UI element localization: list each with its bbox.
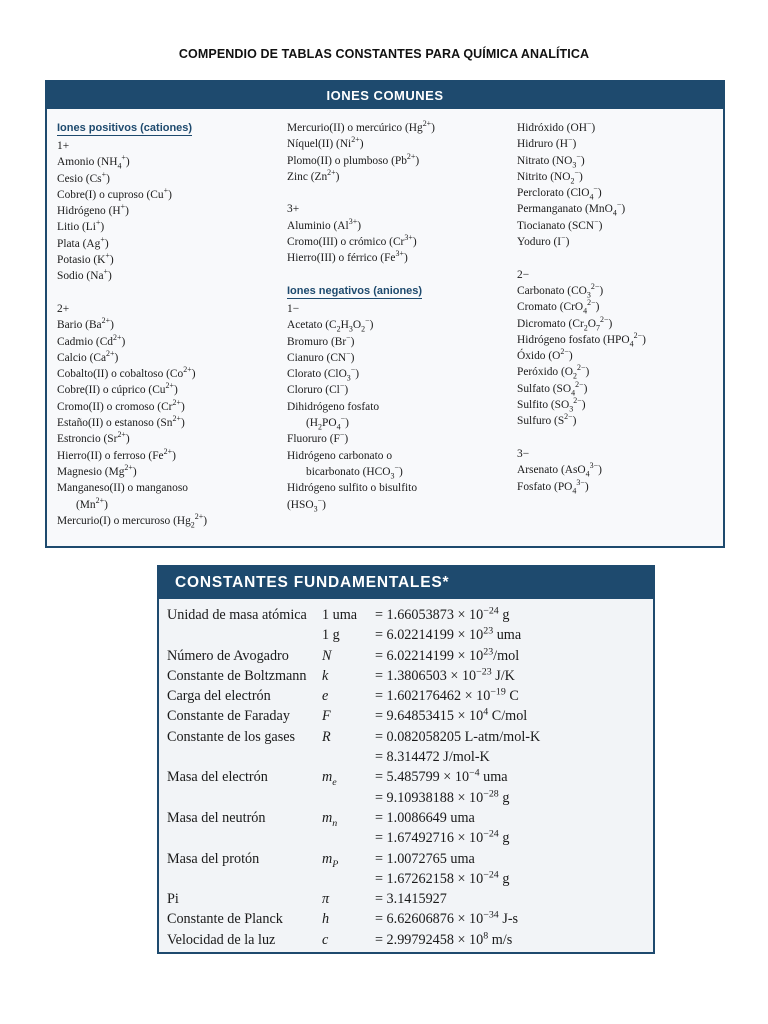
ion-entry: Fosfato $(PO_4^{3-})$ (517, 477, 589, 495)
ion-entry: Cadmio $(Cd^{2+})$ (57, 332, 126, 348)
constant-name: Velocidad de la luz (167, 931, 276, 948)
constant-name: Número de Avogadro (167, 647, 289, 664)
constant-value: = 8.314472 J/mol-K (375, 749, 490, 766)
constant-value: = $6.02214199 \times 10^{23}$ uma (375, 625, 522, 644)
ion-entry: Manganeso(II) o manganoso (57, 482, 188, 495)
ion-entry: Aluminio $(Al^{3+})$ (287, 216, 361, 232)
ion-entry: Sulfuro $(S^{2-})$ (517, 412, 577, 428)
constant-value: = $1.602176462 \times 10^{-19}$ C (375, 686, 519, 705)
constant-symbol: F (322, 708, 331, 725)
constant-name: Unidad de masa atómica (167, 607, 307, 623)
ion-entry: Yoduro (I−) (517, 233, 570, 249)
ion-entry: Fluoruro (F−) (287, 430, 349, 446)
spacer (517, 250, 722, 266)
ion-entry: Nitrato $(NO_3^-)$ (517, 151, 585, 169)
ion-entry: Sulfito $(SO_3^{2-})$ (517, 396, 586, 414)
ion-entry: Litio (Li+) (57, 218, 105, 234)
ion-entry: Plomo(II) o plumboso $(Pb^{2+})$ (287, 151, 420, 167)
constant-row (159, 787, 653, 810)
constant-value: = $6.62606876 \times 10^{-34}$ J-s (375, 909, 519, 928)
ion-entry: Bromuro (Br−) (287, 332, 355, 348)
ion-entry: Hidruro (H−) (517, 135, 577, 151)
ion-entry: Tiocianato (SCN−) (517, 216, 603, 232)
ion-entry: Cobre(II) o cúprico $(Cu^{2+})$ (57, 381, 178, 397)
constant-symbol: e (322, 688, 329, 705)
constant-symbol: $m_e$ (322, 769, 337, 789)
ion-entry: Plata (Ag+) (57, 234, 109, 250)
ion-entry: Dihidrógeno fosfato (287, 400, 380, 413)
constant-value: = $9.64853415 \times 10^4$ C/mol (375, 706, 528, 725)
constant-name: Constante de Boltzmann (167, 667, 307, 684)
page-title: COMPENDIO DE TABLAS CONSTANTES PARA QUÍMICA ANALÍTICA (178, 47, 590, 61)
ion-entry: Cromo(III) o crómico $(Cr^{3+})$ (287, 233, 417, 249)
constant-value: = $1.67492716 \times 10^{-24}$ g (375, 828, 510, 847)
ion-entry: Cobre(I) o cuproso (Cu+) (57, 186, 172, 201)
constant-symbol: k (322, 667, 329, 684)
ion-entry: Cianuro (CN−) (287, 349, 355, 364)
fundamental-constants-table (157, 565, 655, 954)
spacer (57, 285, 282, 301)
constant-value: = $9.10938188 \times 10^{-28}$ g (375, 787, 510, 806)
constant-row (159, 911, 653, 931)
constant-row (159, 769, 653, 789)
ion-entry: Cesio (Cs+) (57, 169, 110, 185)
constant-row (159, 871, 653, 891)
ion-entry: Estroncio $(Sr^{2+})$ (57, 430, 130, 446)
negative-ions-heading: Iones negativos (aniones) (287, 284, 423, 297)
constant-symbol: 1 g (322, 627, 340, 644)
constant-value: = $2.99792458 \times 10^8$ m/s (375, 930, 513, 948)
constant-symbol: c (322, 931, 329, 948)
positive-ions-heading: Iones positivos (cationes) (57, 122, 193, 134)
ion-entry: Clorato (ClO$_3$−) (287, 365, 360, 383)
constant-symbol: R (322, 728, 331, 745)
ion-entry: Perclorato (ClO$_4$−) (517, 184, 602, 202)
constant-symbol: 1 uma (322, 607, 358, 623)
ions-column-2 (287, 120, 512, 513)
ion-entry: Acetato $(C_2H_3O_2^-)$ (287, 316, 374, 334)
ion-entry: Potasio (K+) (57, 251, 114, 267)
ion-entry: Hidrógeno sulfito o bisulfito (287, 482, 418, 495)
ion-entry: $(H_2PO_4^-)$ (306, 414, 349, 432)
ion-entry: Bario $(Ba^{2+})$ (57, 316, 114, 332)
ion-entry: Nitrito $(NO_2^-)$ (517, 168, 583, 186)
constant-row (159, 668, 653, 688)
ion-entry: Cloruro (Cl−) (287, 381, 349, 397)
constant-name: Constante de Planck (167, 911, 283, 928)
constant-value: = 1.0072765 uma (375, 850, 475, 867)
constant-name: Masa del protón (167, 850, 260, 867)
ion-entry: Óxido $(O^{2-})$ (517, 347, 573, 363)
constant-row (159, 708, 653, 728)
constant-row (159, 688, 653, 708)
ion-entry: Dicromato $(Cr_2O_7^{2-})$ (517, 314, 613, 332)
constant-value: = $6.02214199 \times 10^{23}$/mol (375, 645, 520, 664)
ion-entry: Hierro(II) o ferroso $(Fe^{2+})$ (57, 446, 176, 462)
constant-value: = 0.082058205 L-atm/mol-K (375, 728, 541, 745)
constant-value: = 1.0086649 uma (375, 809, 475, 826)
constant-symbol: h (322, 911, 330, 928)
constant-row (159, 851, 653, 871)
constant-name: Constante de Faraday (167, 708, 290, 725)
ion-entry: $(HSO_3^-)$ (287, 495, 326, 513)
ion-entry: 3+ (287, 203, 300, 216)
constant-row (159, 749, 653, 769)
spacer (287, 185, 512, 201)
ion-entry: Estaño(II) o estanoso $(Sn^{2+})$ (57, 414, 185, 430)
ions-column-3 (517, 120, 722, 495)
constant-value: = 3.1415927 (375, 891, 447, 908)
ion-entry: Arsenato (AsO$_4^{3-}$) (517, 461, 602, 479)
constant-row (159, 830, 653, 850)
constant-name: Constante de los gases (167, 728, 296, 745)
ion-entry: Magnesio $(Mg^{2+})$ (57, 463, 137, 478)
ion-entry: 2+ (57, 302, 70, 315)
constant-name: Masa del neutrón (167, 809, 266, 826)
ion-entry: Níquel(II) $(Ni^{2+})$ (287, 135, 364, 151)
constant-name: Carga del electrón (167, 688, 271, 705)
constant-row (159, 810, 653, 830)
spacer (287, 267, 512, 283)
ion-entry: bicarbonato $(HCO_3^-)$ (306, 463, 403, 481)
spacer (517, 430, 722, 446)
constant-value: = $1.66053873 \times 10^{-24}$ g (375, 605, 510, 623)
ion-entry: Carbonato $(CO_3^{2-})$ (517, 282, 604, 300)
ion-entry: Cromato (CrO$_4^{2-}$) (517, 298, 600, 316)
ion-entry: Mercurio(II) o mercúrico $(Hg^{2+})$ (287, 119, 435, 134)
ion-entry: Sulfato $(SO_4^{2-})$ (517, 379, 588, 398)
constant-symbol: N (322, 647, 332, 664)
constant-row (159, 891, 653, 911)
constant-row (159, 729, 653, 749)
fundamental-constants-header: CONSTANTES FUNDAMENTALES* (159, 567, 653, 599)
constant-row (159, 932, 653, 952)
ion-entry: 1+ (57, 140, 70, 152)
constant-symbol: π (322, 891, 330, 908)
ion-entry: 2− (517, 268, 530, 281)
common-ions-table (45, 80, 725, 548)
constant-row (159, 607, 653, 627)
constant-symbol: $m_P$ (322, 850, 339, 870)
constant-symbol: $m_n$ (322, 809, 338, 829)
constant-row (159, 645, 653, 668)
ion-entry: $(Mn^{2+})$ (76, 495, 108, 511)
ion-entry: Hierro(III) o férrico $(Fe^{3+})$ (287, 249, 408, 265)
ion-entry: Cromo(II) o cromoso $(Cr^{2+})$ (57, 397, 185, 413)
constant-value: = $5.485799 \times 10^{-4}$ uma (375, 767, 508, 786)
ion-entry: Zinc $(Zn^{2+})$ (287, 168, 340, 183)
ion-entry: Peróxido $(O_2^{2-})$ (517, 363, 590, 381)
ion-entry: Hidróxido (OH−) (517, 119, 596, 134)
constant-value: = $1.3806503 \times 10^{-23}$ J/K (375, 666, 515, 684)
ion-entry: Cobalto(II) o cobaltoso $(Co^{2+})$ (57, 365, 196, 381)
constants-rows (159, 607, 653, 952)
ion-entry: Mercurio(I) o mercuroso $(Hg_2^{2+})$ (57, 512, 208, 530)
ion-entry: Permanganato (MnO$_4$−) (517, 200, 626, 218)
ion-entry: Hidrógeno (H+) (57, 202, 129, 218)
ion-entry: Amonio $(NH_4^+)$ (57, 153, 130, 171)
constant-row (159, 627, 653, 647)
ions-column-1 (57, 120, 282, 529)
ion-entry: Hidrógeno carbonato o (287, 449, 393, 462)
ion-entry: 3− (517, 447, 530, 460)
constant-name: Masa del electrón (167, 769, 268, 786)
constant-value: = $1.67262158 \times 10^{-24}$ g (375, 869, 510, 887)
ion-entry: Hidrógeno fosfato $(HPO_4^{2-})$ (517, 331, 646, 349)
ion-entry: Calcio $(Ca^{2+})$ (57, 349, 119, 364)
ion-entry: Sodio (Na+) (57, 267, 112, 283)
constant-name: Pi (167, 891, 179, 908)
common-ions-header: IONES COMUNES (47, 82, 723, 109)
ion-entry: 1− (287, 302, 300, 315)
